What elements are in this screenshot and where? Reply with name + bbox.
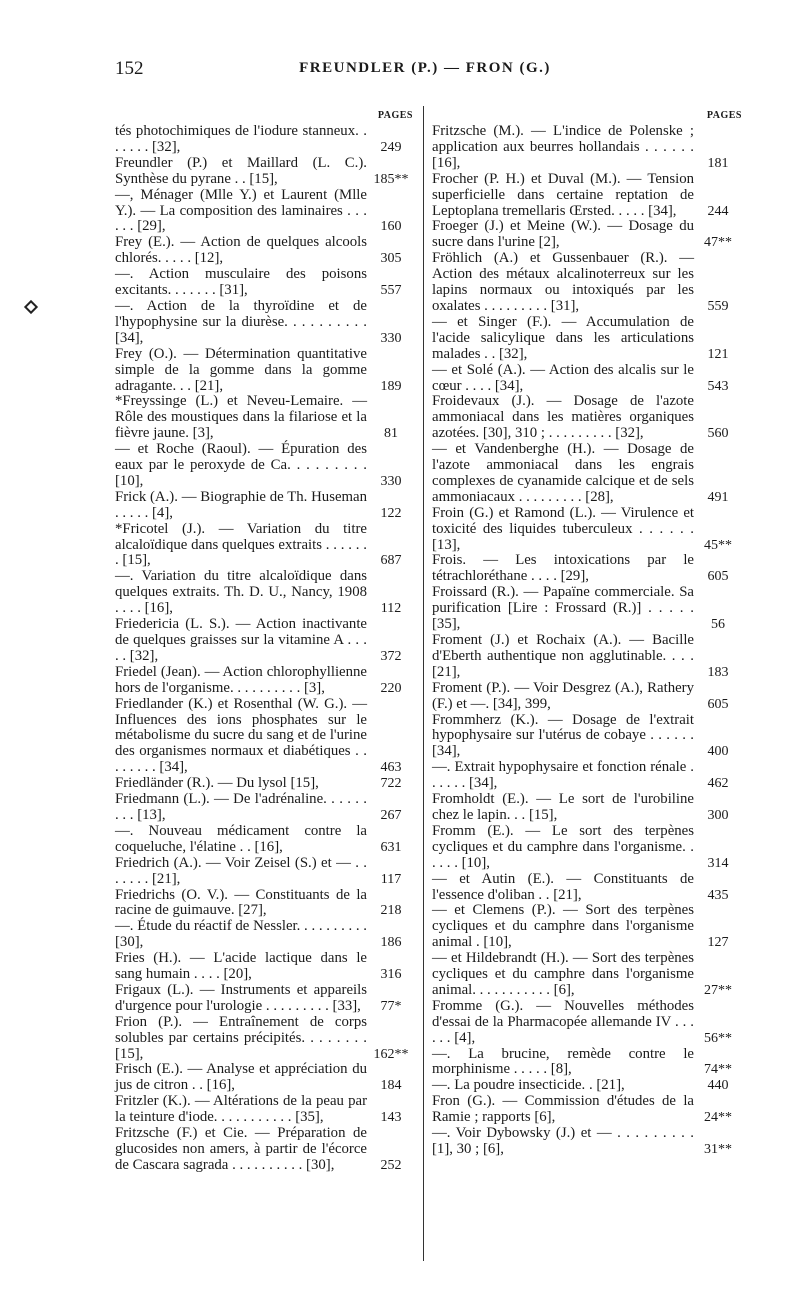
entry-page-number: 183 bbox=[707, 664, 729, 680]
entry-text: Froment (J.) et Rochaix (A.). — Bacille d'Eberth authentique non agglutinable. . . . [21], bbox=[432, 632, 694, 680]
entry-page-number: 440 bbox=[707, 1078, 729, 1094]
entry-text: — et Hildebrandt (H.). — Sort des terpènes cycliques et du camphre dans l'organisme animal. . . . . . . . . . . [6], bbox=[432, 950, 694, 998]
column-divider bbox=[423, 106, 424, 1261]
entry-text: Friedlander (K.) et Rosenthal (W. G.). — Influences des ions phosphates sur le métabolisme du sucre du sang et de l'urine des organismes normaux et diabétiques . . . . . . . . [34], bbox=[115, 695, 367, 776]
entry-text: Frigaux (L.). — Instruments et appareils d'urgence pour l'urologie . . . . . . . . . [33], bbox=[115, 981, 367, 1014]
entry-text: *Fricotel (J.). — Variation du titre alcaloïdique dans quelques extraits . . . . . . . [15], bbox=[115, 520, 367, 569]
index-entry bbox=[115, 792, 415, 824]
index-entry bbox=[115, 776, 415, 792]
index-entry bbox=[432, 585, 742, 633]
entry-text: Frocher (P. H.) et Duval (M.). — Tension superficielle dans certaine reptation de Leptoplana tremellaris Œrsted. . . . . [34], bbox=[432, 170, 694, 219]
index-entry bbox=[115, 665, 415, 697]
entry-page-number: 185** bbox=[373, 171, 409, 187]
entry-page-number: 184 bbox=[380, 1078, 402, 1094]
entry-page-number: 47** bbox=[704, 235, 732, 251]
index-entry bbox=[115, 617, 415, 665]
entry-text: Fries (H.). — L'acide lactique dans le sang humain . . . . [20], bbox=[115, 950, 367, 983]
entry-page-number: 24** bbox=[704, 1110, 732, 1126]
entry-text: — et Vandenberghe (H.). — Dosage de l'azote ammoniacal dans les engrais complexes de cyanamide calcique et de sels ammoniacaux . . . . . . . . . [28], bbox=[432, 441, 694, 505]
entry-text: —. Nouveau médicament contre la coqueluche, l'élatine . . [16], bbox=[115, 822, 367, 855]
entry-page-number: 117 bbox=[380, 871, 402, 887]
entry-text: — et Autin (E.). — Constituants de l'essence d'oliban . . [21], bbox=[432, 870, 694, 903]
entry-page-number: 543 bbox=[707, 378, 729, 394]
entry-page-number: 605 bbox=[707, 569, 729, 585]
entry-text: —, Ménager (Mlle Y.) et Laurent (Mlle Y.). — La composition des laminaires . . . . . . [29], bbox=[115, 186, 367, 235]
index-entry bbox=[432, 999, 742, 1047]
entry-page-number: 252 bbox=[380, 1157, 402, 1173]
entry-text: Frion (P.). — Entraînement de corps solubles par certains précipités. . . . . . . . [15], bbox=[115, 1013, 367, 1062]
entry-text: Fritzsche (F.) et Cie. — Préparation de glucosides non amers, à partir de l'écorce de Cascara sagrada . . . . . . . . . . [30], bbox=[115, 1125, 367, 1173]
entry-page-number: 559 bbox=[707, 298, 729, 314]
page-number: 152 bbox=[115, 58, 144, 79]
entry-text: Fritzsche (M.). — L'indice de Polenske ; application aux beurres hollandais . . . . . . [16], bbox=[432, 123, 694, 171]
index-entry bbox=[432, 363, 742, 395]
entry-text: Fromholdt (E.). — Le sort de l'urobiline chez le lapin. . . [15], bbox=[432, 791, 694, 823]
index-entry bbox=[432, 713, 742, 761]
right-column bbox=[432, 108, 742, 1158]
entry-page-number: 316 bbox=[380, 967, 402, 983]
entry-text: Friedländer (R.). — Du lysol [15], bbox=[115, 775, 319, 792]
index-entry bbox=[115, 888, 415, 920]
entry-text: —. La poudre insecticide. . [21], bbox=[432, 1077, 625, 1094]
index-entry bbox=[432, 872, 742, 904]
entry-text: Froeger (J.) et Meine (W.). — Dosage du sucre dans l'urine [2], bbox=[432, 218, 694, 251]
entry-text: Friedmann (L.). — De l'adrénaline. . . . . . . . . [13], bbox=[115, 791, 367, 823]
index-entry bbox=[115, 1062, 415, 1094]
entry-text: *Freyssinge (L.) et Neveu-Lemaire. — Rôle des moustiques dans la filariose et la fièvre jaune. [3], bbox=[115, 393, 367, 442]
entry-page-number: 74** bbox=[704, 1062, 732, 1078]
entry-text: — et Clemens (P.). — Sort des terpènes cycliques et du camphre dans l'organisme animal . [10], bbox=[432, 902, 694, 951]
entry-text: Frisch (E.). — Analyse et appréciation du jus de citron . . [16], bbox=[115, 1061, 367, 1094]
index-entry bbox=[115, 1094, 415, 1126]
entry-text: —. Étude du réactif de Nessler. . . . . . . . . . [30], bbox=[115, 918, 367, 951]
index-entry bbox=[115, 569, 415, 617]
entry-text: tés photochimiques de l'iodure stanneux. . . . . . . [32], bbox=[115, 123, 367, 155]
entry-page-number: 249 bbox=[380, 139, 402, 155]
index-entry bbox=[432, 315, 742, 363]
entry-page-number: 631 bbox=[380, 839, 402, 855]
entry-text: — et Solé (A.). — Action des alcalis sur le cœur . . . . [34], bbox=[432, 361, 694, 394]
left-entries bbox=[115, 124, 415, 1174]
entry-page-number: 687 bbox=[380, 553, 402, 569]
entry-page-number: 45** bbox=[704, 537, 732, 553]
index-entry bbox=[115, 856, 415, 888]
entry-page-number: 560 bbox=[707, 426, 729, 442]
index-entry bbox=[432, 172, 742, 220]
index-entry bbox=[432, 633, 742, 681]
entry-page-number: 435 bbox=[707, 887, 729, 903]
index-entry bbox=[432, 681, 742, 713]
right-entries bbox=[432, 124, 742, 1158]
index-entry bbox=[115, 951, 415, 983]
index-entry bbox=[432, 553, 742, 585]
entry-page-number: 300 bbox=[707, 807, 729, 823]
pages-column-header: PAGES bbox=[706, 110, 742, 121]
index-entry bbox=[115, 490, 415, 522]
index-entry bbox=[432, 442, 742, 506]
entry-page-number: 56** bbox=[704, 1030, 732, 1046]
index-entry bbox=[115, 299, 415, 347]
entry-page-number: 189 bbox=[380, 378, 402, 394]
entry-text: —. Extrait hypophysaire et fonction rénale . . . . . . [34], bbox=[432, 759, 694, 792]
entry-page-number: 330 bbox=[380, 473, 402, 489]
pages-column-header: PAGES bbox=[377, 110, 413, 121]
entry-page-number: 372 bbox=[380, 648, 402, 664]
entry-text: Frommherz (K.). — Dosage de l'extrait hypophysaire sur l'utérus de cobaye . . . . . . [34], bbox=[432, 711, 694, 760]
index-entry bbox=[115, 442, 415, 490]
entry-page-number: 127 bbox=[707, 935, 729, 951]
entry-page-number: 27** bbox=[704, 982, 732, 998]
index-entry bbox=[432, 1094, 742, 1126]
index-entry bbox=[432, 1126, 742, 1158]
entry-text: —. Voir Dybowsky (J.) et — . . . . . . . . . [1], 30 ; [6], bbox=[432, 1125, 694, 1157]
entry-page-number: 31** bbox=[704, 1142, 732, 1157]
index-entry bbox=[432, 394, 742, 442]
entry-text: Fröhlich (A.) et Gussenbauer (R.). — Action des métaux alcalinoterreux sur les lapins normaux ou intoxiqués par les oxalates . . . . . . . . . [31], bbox=[432, 250, 694, 314]
entry-text: —. Variation du titre alcaloïdique dans quelques extraits. Th. D. U., Nancy, 1908 . . . . [16], bbox=[115, 568, 367, 617]
entry-text: Frey (O.). — Détermination quantitative simple de la gomme dans la gomme adragante. . . [21], bbox=[115, 345, 367, 394]
page-header bbox=[115, 58, 735, 86]
entry-text: —. Action de la thyroïdine et de l'hypophysine sur la diurèse. . . . . . . . . . [34], bbox=[115, 297, 367, 346]
index-entry bbox=[115, 347, 415, 395]
entry-text: Froin (G.) et Ramond (L.). — Virulence et toxicité des liquides tuberculeux . . . . . . [13], bbox=[432, 504, 694, 553]
index-entry bbox=[115, 124, 415, 156]
entry-page-number: 77* bbox=[380, 998, 402, 1014]
entry-page-number: 557 bbox=[380, 283, 402, 299]
left-column bbox=[115, 108, 415, 1174]
entry-text: — et Roche (Raoul). — Épuration des eaux par le peroxyde de Ca. . . . . . . . . [10], bbox=[115, 441, 367, 489]
entry-page-number: 462 bbox=[707, 776, 729, 792]
index-entry bbox=[432, 124, 742, 172]
index-entry bbox=[432, 506, 742, 554]
entry-page-number: 244 bbox=[707, 203, 729, 219]
entry-page-number: 605 bbox=[707, 696, 729, 712]
entry-page-number: 56 bbox=[711, 617, 725, 633]
entry-text: Frey (E.). — Action de quelques alcools chlorés. . . . . [12], bbox=[115, 234, 367, 267]
entry-page-number: 112 bbox=[380, 601, 402, 617]
entry-page-number: 143 bbox=[380, 1110, 402, 1126]
entry-page-number: 220 bbox=[380, 680, 402, 696]
index-entry bbox=[432, 1047, 742, 1079]
entry-page-number: 162** bbox=[373, 1046, 409, 1062]
entry-text: Fritzler (K.). — Altérations de la peau par la teinture d'iode. . . . . . . . . . . [35], bbox=[115, 1093, 367, 1126]
entry-page-number: 121 bbox=[707, 346, 729, 362]
entry-page-number: 722 bbox=[380, 776, 402, 792]
index-entry bbox=[115, 697, 415, 777]
index-entry bbox=[115, 824, 415, 856]
index-entry bbox=[432, 219, 742, 251]
entry-page-number: 218 bbox=[380, 903, 402, 919]
entry-page-number: 160 bbox=[380, 219, 402, 235]
entry-text: Frois. — Les intoxications par le tétrachloréthane . . . . [29], bbox=[432, 552, 694, 585]
entry-text: Frick (A.). — Biographie de Th. Huseman . . . . . [4], bbox=[115, 488, 367, 521]
index-entry bbox=[115, 1126, 415, 1174]
entry-text: Freundler (P.) et Maillard (L. C.). Synthèse du pyrane . . [15], bbox=[115, 154, 367, 187]
index-entry bbox=[432, 792, 742, 824]
entry-page-number: 267 bbox=[380, 807, 402, 823]
index-entry bbox=[115, 267, 415, 299]
entry-page-number: 491 bbox=[707, 489, 729, 505]
entry-text: Friedrich (A.). — Voir Zeisel (S.) et — . . . . . . . [21], bbox=[115, 854, 367, 887]
entry-text: Fromme (G.). — Nouvelles méthodes d'essai de la Pharmacopée allemande IV . . . . . . [4], bbox=[432, 997, 694, 1046]
index-entry bbox=[432, 251, 742, 315]
entry-page-number: 181 bbox=[707, 155, 729, 171]
entry-text: — et Singer (F.). — Accumulation de l'acide salicylique dans les articulations malades . . [32], bbox=[432, 313, 694, 362]
entry-page-number: 400 bbox=[707, 744, 729, 760]
margin-diamond-icon bbox=[24, 300, 38, 314]
index-entry bbox=[115, 188, 415, 236]
index-entry bbox=[115, 522, 415, 570]
index-entry bbox=[115, 1015, 415, 1063]
entry-page-number: 463 bbox=[380, 760, 402, 776]
entry-text: —. La brucine, remède contre le morphinisme . . . . . [8], bbox=[432, 1045, 694, 1078]
entry-text: —. Action musculaire des poisons excitants. . . . . . . [31], bbox=[115, 266, 367, 299]
entry-text: Friedel (Jean). — Action chlorophyllienne hors de l'organisme. . . . . . . . . . [3], bbox=[115, 663, 367, 696]
entry-page-number: 186 bbox=[380, 935, 402, 951]
entry-page-number: 330 bbox=[380, 330, 402, 346]
entry-text: Friedericia (L. S.). — Action inactivante de quelques graisses sur la vitamine A . . . . . [32], bbox=[115, 616, 367, 664]
index-entry bbox=[432, 760, 742, 792]
index-entry bbox=[115, 156, 415, 188]
index-entry bbox=[115, 394, 415, 442]
entry-text: Froment (P.). — Voir Desgrez (A.), Rathery (F.) et —. [34], 399, bbox=[432, 679, 694, 712]
entry-page-number: 81 bbox=[384, 426, 398, 442]
entry-text: Froidevaux (J.). — Dosage de l'azote ammoniacal dans les matières organiques azotées. [30], 310 ; . . . . . . . . . [32], bbox=[432, 393, 694, 442]
index-entry bbox=[115, 919, 415, 951]
index-entry bbox=[432, 824, 742, 872]
entry-text: Fromm (E.). — Le sort des terpènes cycliques et du camphre dans l'organisme. . . . . . [10], bbox=[432, 822, 694, 871]
entry-text: Fron (G.). — Commission d'études de la Ramie ; rapports [6], bbox=[432, 1093, 694, 1126]
index-entry bbox=[432, 903, 742, 951]
entry-text: Friedrichs (O. V.). — Constituants de la racine de guimauve. [27], bbox=[115, 886, 367, 919]
index-entry bbox=[432, 951, 742, 999]
entry-text: Froissard (R.). — Papaïne commerciale. Sa purification [Lire : Frossard (R.)] . . . . . [35], bbox=[432, 584, 694, 633]
running-head: FREUNDLER (P.) — FRON (G.) bbox=[299, 60, 551, 76]
entry-page-number: 122 bbox=[380, 505, 402, 521]
index-entry bbox=[115, 983, 415, 1015]
index-entry bbox=[115, 235, 415, 267]
index-entry bbox=[432, 1078, 742, 1094]
entry-page-number: 305 bbox=[380, 251, 402, 267]
entry-page-number: 314 bbox=[707, 855, 729, 871]
